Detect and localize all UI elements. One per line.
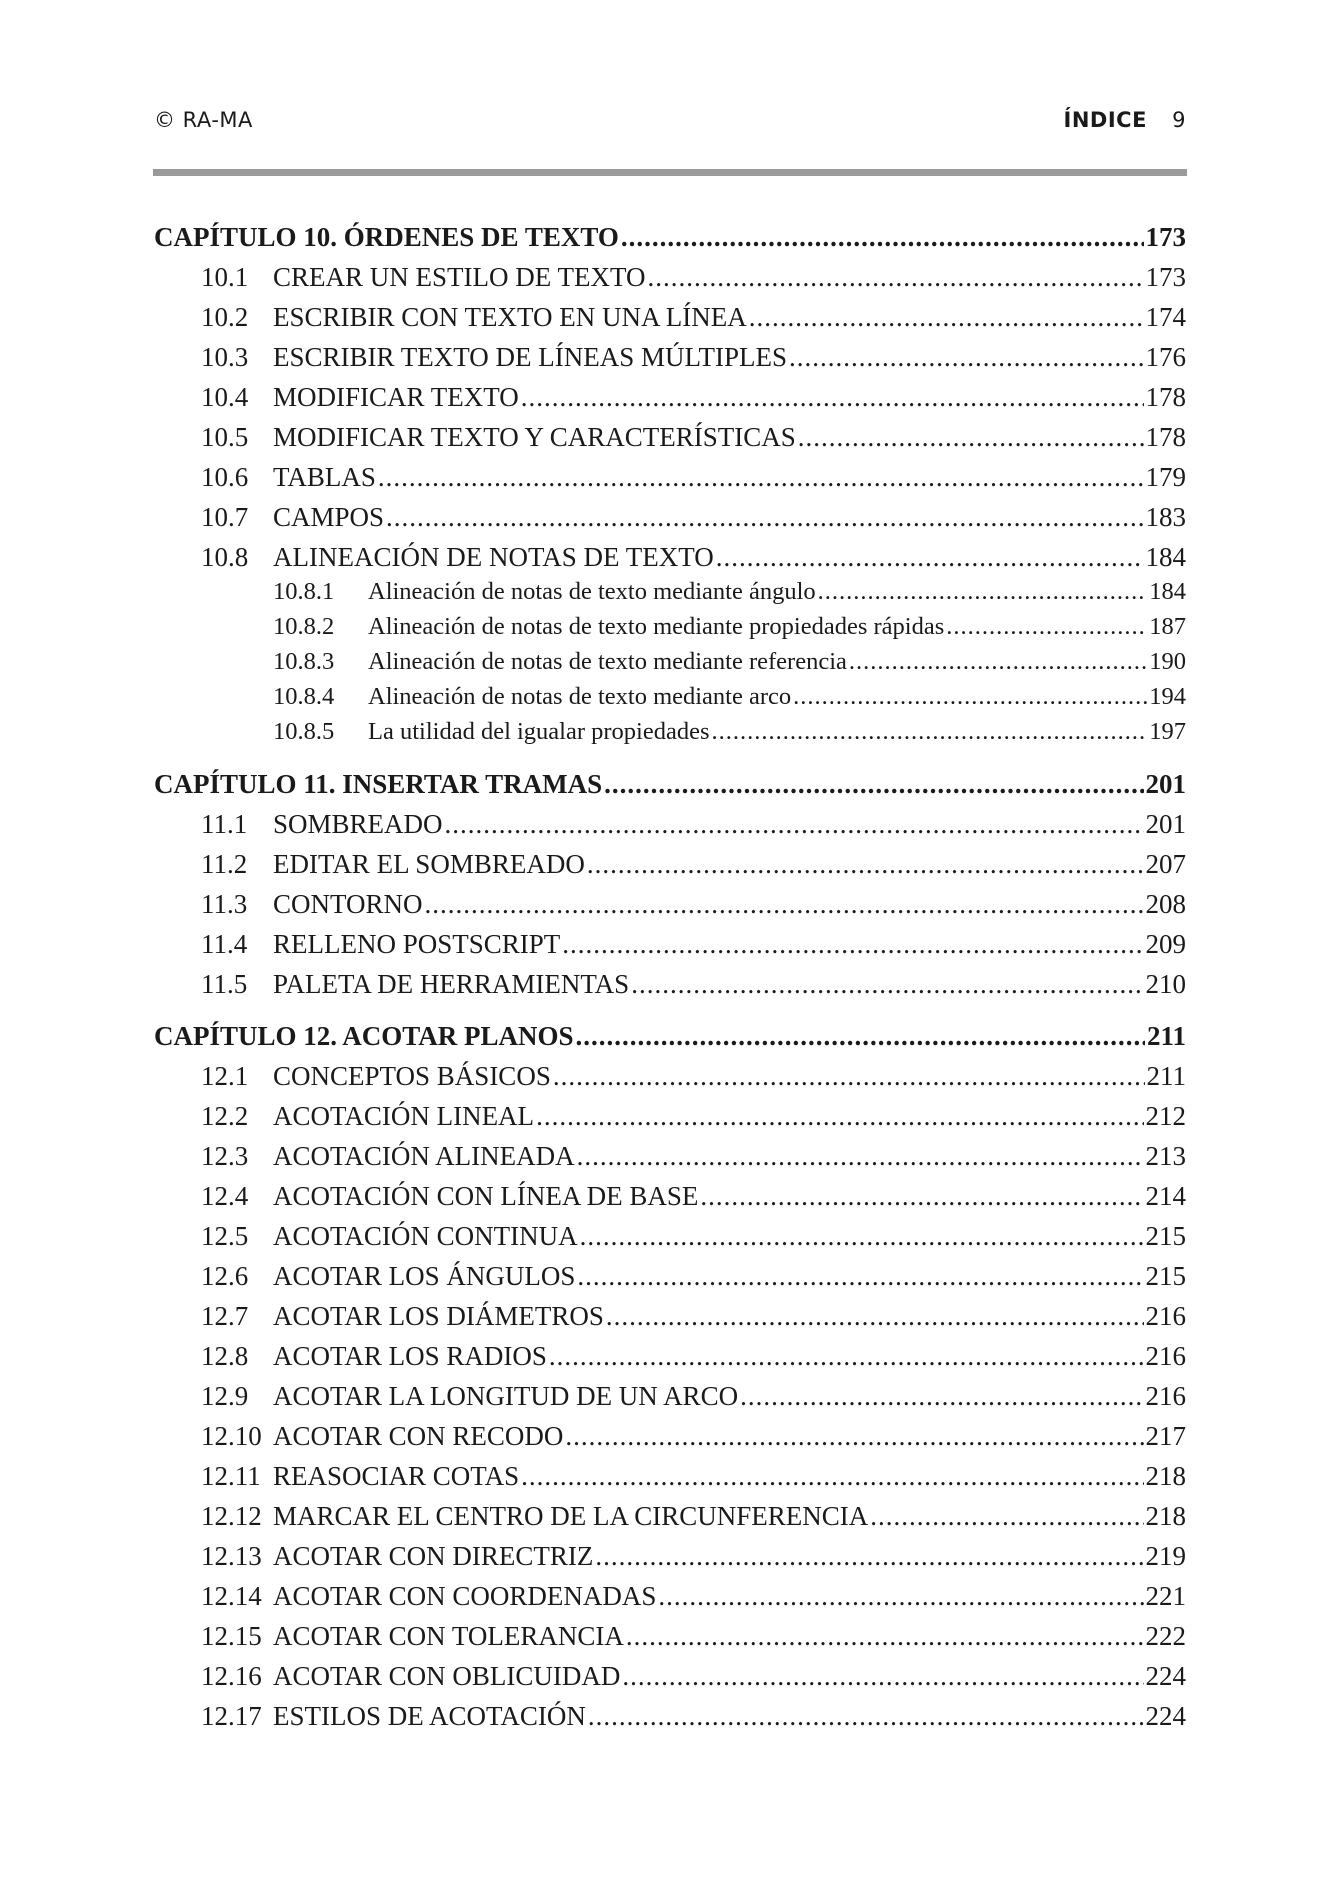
toc-entry-number: 10.6	[201, 462, 249, 492]
toc-entry-section[interactable]	[154, 1343, 1186, 1370]
dot-leader	[793, 685, 1147, 710]
dot-leader	[658, 1583, 1143, 1610]
toc-entry-number: 10.1	[201, 262, 249, 292]
toc-entry-title: MODIFICAR TEXTO Y CARACTERÍSTICAS	[273, 422, 796, 452]
toc-entry-title: SOMBREADO	[273, 809, 443, 839]
toc-entry-title: TABLAS	[273, 462, 376, 492]
toc-entry-page: 178	[1145, 422, 1186, 452]
toc-entry-number: 10.4	[201, 382, 249, 412]
toc-entry-section[interactable]	[154, 504, 1186, 531]
toc-entry-section[interactable]	[154, 424, 1186, 451]
toc-entry-title: CAPÍTULO 11. INSERTAR TRAMAS	[154, 769, 603, 799]
toc-entry-section[interactable]	[154, 1303, 1186, 1330]
toc-entry-title: ACOTAR LA LONGITUD DE UN ARCO	[273, 1381, 739, 1411]
toc-entry-title: ACOTAR LOS ÁNGULOS	[273, 1261, 576, 1291]
dot-leader	[595, 1543, 1143, 1570]
toc-entry-number: 12.10	[201, 1421, 262, 1451]
toc-entry-title: EDITAR EL SOMBREADO	[273, 849, 585, 879]
toc-entry-page: 213	[1145, 1141, 1186, 1171]
section-title: ÍNDICE	[1063, 108, 1147, 132]
header-rule	[153, 169, 1187, 176]
toc-entry-page: 173	[1145, 222, 1186, 252]
toc-entry-title: CREAR UN ESTILO DE TEXTO	[273, 262, 646, 292]
toc-entry-title: ACOTAR CON TOLERANCIA	[273, 1621, 624, 1651]
dot-leader	[445, 811, 1144, 838]
toc-entry-section[interactable]	[154, 344, 1186, 371]
dot-leader	[562, 931, 1143, 958]
toc-entry-title: RELLENO POSTSCRIPT	[273, 929, 561, 959]
dot-leader	[580, 1223, 1144, 1250]
toc-entry-page: 184	[1149, 578, 1186, 605]
toc-entry-number: 10.3	[201, 342, 249, 372]
toc-entry-title: CONCEPTOS BÁSICOS	[273, 1061, 551, 1091]
toc-entry-number: 10.8	[201, 542, 249, 572]
toc-entry-title: ACOTAR LOS DIÁMETROS	[273, 1301, 604, 1331]
toc-entry-section[interactable]	[154, 1663, 1186, 1690]
toc-entry-section[interactable]	[154, 1183, 1186, 1210]
toc-entry-page: 216	[1145, 1341, 1186, 1371]
dot-leader	[549, 1343, 1144, 1370]
toc-entry-title: ACOTAR CON COORDENADAS	[273, 1581, 657, 1611]
toc-entry-title: La utilidad del igualar propiedades	[368, 718, 710, 745]
toc-entry-page: 222	[1145, 1621, 1186, 1651]
dot-leader	[621, 224, 1144, 251]
dot-leader	[740, 1383, 1143, 1410]
toc-entry-section[interactable]	[154, 1383, 1186, 1410]
dot-leader	[576, 1023, 1145, 1050]
toc-entry-section[interactable]	[154, 1103, 1186, 1130]
toc-entry-section[interactable]	[154, 1703, 1186, 1730]
toc-entry-title: ALINEACIÓN DE NOTAS DE TEXTO	[273, 542, 714, 572]
toc-entry-number: 12.5	[201, 1221, 249, 1251]
toc-entry-number: 12.7	[201, 1301, 249, 1331]
toc-entry-page: 216	[1145, 1381, 1186, 1411]
toc-entry-page: 211	[1146, 1061, 1186, 1091]
toc-entry-title: ESTILOS DE ACOTACIÓN	[273, 1701, 586, 1731]
toc-entry-section[interactable]	[154, 1423, 1186, 1450]
toc-entry-title: ACOTACIÓN LINEAL	[273, 1101, 535, 1131]
toc-entry-section[interactable]	[154, 931, 1186, 958]
dot-leader	[849, 650, 1147, 675]
toc-entry-subsection[interactable]	[154, 650, 1186, 675]
toc-entry-page: 207	[1145, 849, 1186, 879]
dot-leader	[577, 1143, 1144, 1170]
toc-entry-page: 173	[1145, 262, 1186, 292]
toc-entry-number: 12.3	[201, 1141, 249, 1171]
toc-entry-number: 12.2	[201, 1101, 249, 1131]
toc-entry-number: 10.8.1	[273, 578, 335, 605]
dot-leader	[553, 1063, 1145, 1090]
toc-entry-subsection[interactable]	[154, 685, 1186, 710]
toc-entry-title: CAPÍTULO 12. ACOTAR PLANOS	[154, 1021, 574, 1051]
toc-entry-number: 10.5	[201, 422, 249, 452]
toc-entry-title: ACOTACIÓN CONTINUA	[273, 1221, 578, 1251]
toc-entry-subsection[interactable]	[154, 615, 1186, 640]
toc-entry-section[interactable]	[154, 1223, 1186, 1250]
toc-entry-subsection[interactable]	[154, 580, 1186, 605]
toc-entry-number: 11.1	[201, 809, 248, 839]
toc-entry-section[interactable]	[154, 1063, 1186, 1090]
toc-entry-section[interactable]	[154, 1263, 1186, 1290]
toc-entry-number: 12.13	[201, 1541, 262, 1571]
toc-entry-chapter[interactable]	[154, 771, 1186, 798]
dot-leader	[622, 1663, 1143, 1690]
toc-entry-number: 12.12	[201, 1501, 262, 1531]
toc-entry-page: 201	[1145, 809, 1186, 839]
toc-entry-page: 174	[1145, 302, 1186, 332]
toc-entry-section[interactable]	[154, 384, 1186, 411]
toc-entry-title: Alineación de notas de texto mediante referencia	[368, 648, 847, 675]
dot-leader	[604, 771, 1143, 798]
toc-entry-section[interactable]	[154, 1583, 1186, 1610]
toc-entry-page: 219	[1145, 1541, 1186, 1571]
toc-entry-page: 194	[1149, 683, 1186, 710]
running-header	[154, 108, 1186, 144]
toc-entry-page: 178	[1145, 382, 1186, 412]
toc-entry-number: 12.16	[201, 1661, 262, 1691]
toc-entry-page: 215	[1145, 1261, 1186, 1291]
dot-leader	[386, 504, 1143, 531]
toc-entry-title: CAMPOS	[273, 502, 385, 532]
toc-entry-page: 217	[1145, 1421, 1186, 1451]
copyright-text: © RA-MA	[154, 108, 253, 132]
toc-entry-page: 216	[1145, 1301, 1186, 1331]
toc-entry-title: MARCAR EL CENTRO DE LA CIRCUNFERENCIA	[273, 1501, 869, 1531]
dot-leader	[536, 1103, 1143, 1130]
toc-entry-title: Alineación de notas de texto mediante propiedades rápidas	[368, 613, 945, 640]
toc-entry-number: 12.4	[201, 1181, 249, 1211]
header-right	[1064, 108, 1186, 132]
dot-leader	[789, 344, 1143, 371]
toc-entry-number: 11.2	[201, 849, 248, 879]
toc-entry-section[interactable]	[154, 811, 1186, 838]
toc-entry-page: 190	[1149, 648, 1186, 675]
toc-entry-title: ACOTAR CON DIRECTRIZ	[273, 1541, 594, 1571]
toc-entry-title: ESCRIBIR TEXTO DE LÍNEAS MÚLTIPLES	[273, 342, 788, 372]
toc-entry-section[interactable]	[154, 264, 1186, 291]
toc-entry-number: 12.1	[201, 1061, 249, 1091]
toc-entry-number: 10.8.5	[273, 718, 335, 745]
toc-entry-number: 12.17	[201, 1701, 262, 1731]
toc-entry-title: MODIFICAR TEXTO	[273, 382, 519, 412]
toc-entry-section[interactable]	[154, 891, 1186, 918]
toc-entry-number: 12.8	[201, 1341, 249, 1371]
dot-leader	[700, 1183, 1143, 1210]
toc-entry-page: 221	[1145, 1581, 1186, 1611]
dot-leader	[587, 851, 1144, 878]
dot-leader	[749, 304, 1144, 331]
toc-entry-page: 184	[1145, 542, 1186, 572]
toc-entry-number: 12.14	[201, 1581, 262, 1611]
toc-entry-title: ACOTACIÓN ALINEADA	[273, 1141, 575, 1171]
toc-entry-section[interactable]	[154, 851, 1186, 878]
toc-entry-section[interactable]	[154, 1503, 1186, 1530]
dot-leader	[716, 544, 1144, 571]
toc-entry-subsection[interactable]	[154, 720, 1186, 745]
toc-entry-number: 11.5	[201, 969, 248, 999]
dot-leader	[565, 1423, 1143, 1450]
toc-entry-number: 12.6	[201, 1261, 249, 1291]
toc-entry-number: 10.8.2	[273, 613, 335, 640]
toc-entry-title: PALETA DE HERRAMIENTAS	[273, 969, 630, 999]
toc-entry-page: 210	[1145, 969, 1186, 999]
toc-entry-number: 10.2	[201, 302, 249, 332]
toc-entry-chapter[interactable]	[154, 1023, 1186, 1050]
toc-entry-number: 11.3	[201, 889, 248, 919]
toc-entry-page: 201	[1145, 769, 1186, 799]
toc-entry-page: 197	[1149, 718, 1186, 745]
toc-entry-section[interactable]	[154, 464, 1186, 491]
toc-entry-title: ACOTACIÓN CON LÍNEA DE BASE	[273, 1181, 699, 1211]
toc-entry-page: 212	[1145, 1101, 1186, 1131]
toc-entry-title: ACOTAR CON RECODO	[273, 1421, 564, 1451]
toc-entry-number: 10.7	[201, 502, 249, 532]
dot-leader	[712, 720, 1148, 745]
toc-entry-section[interactable]	[154, 304, 1186, 331]
toc-entry-page: 214	[1145, 1181, 1186, 1211]
dot-leader	[648, 264, 1144, 291]
toc-entry-page: 187	[1149, 613, 1186, 640]
dot-leader	[798, 424, 1144, 451]
toc-entry-section[interactable]	[154, 544, 1186, 571]
toc-entry-page: 208	[1145, 889, 1186, 919]
page-number: 9	[1172, 108, 1186, 132]
toc-entry-title: Alineación de notas de texto mediante ángulo	[368, 578, 816, 605]
dot-leader	[626, 1623, 1144, 1650]
dot-leader	[577, 1263, 1143, 1290]
toc-entry-title: ESCRIBIR CON TEXTO EN UNA LÍNEA	[273, 302, 747, 332]
dot-leader	[378, 464, 1144, 491]
dot-leader	[521, 384, 1144, 411]
toc-entry-section[interactable]	[154, 1143, 1186, 1170]
toc-entry-section[interactable]	[154, 1463, 1186, 1490]
toc-entry-page: 215	[1145, 1221, 1186, 1251]
toc-entry-number: 12.11	[201, 1461, 261, 1491]
toc-entry-title: ACOTAR LOS RADIOS	[273, 1341, 547, 1371]
toc-entry-page: 224	[1145, 1661, 1186, 1691]
dot-leader	[606, 1303, 1144, 1330]
dot-leader	[425, 891, 1144, 918]
toc-entry-section[interactable]	[154, 971, 1186, 998]
toc-entry-page: 211	[1146, 1021, 1186, 1051]
toc-entry-page: 218	[1145, 1501, 1186, 1531]
dot-leader	[588, 1703, 1144, 1730]
toc-entry-title: Alineación de notas de texto mediante arco	[368, 683, 792, 710]
toc-entry-page: 179	[1145, 462, 1186, 492]
toc-entry-title: ACOTAR CON OBLICUIDAD	[273, 1661, 621, 1691]
toc-entry-number: 11.4	[201, 929, 248, 959]
toc-entry-page: 224	[1145, 1701, 1186, 1731]
toc-entry-number: 10.8.3	[273, 648, 335, 675]
toc-entry-page: 183	[1145, 502, 1186, 532]
dot-leader	[818, 580, 1148, 605]
toc-entry-title: REASOCIAR COTAS	[273, 1461, 520, 1491]
dot-leader	[946, 615, 1147, 640]
dot-leader	[521, 1463, 1143, 1490]
dot-leader	[631, 971, 1143, 998]
toc-entry-page: 218	[1145, 1461, 1186, 1491]
toc-entry-title: CONTORNO	[273, 889, 423, 919]
toc-entry-section[interactable]	[154, 1543, 1186, 1570]
toc-entry-chapter[interactable]	[154, 224, 1186, 251]
toc-entry-page: 176	[1145, 342, 1186, 372]
toc-entry-page: 209	[1145, 929, 1186, 959]
toc-entry-section[interactable]	[154, 1623, 1186, 1650]
toc-entry-title: CAPÍTULO 10. ÓRDENES DE TEXTO	[154, 222, 619, 252]
toc-entry-number: 10.8.4	[273, 683, 335, 710]
dot-leader	[870, 1503, 1143, 1530]
toc-entry-number: 12.9	[201, 1381, 249, 1411]
toc-entry-number: 12.15	[201, 1621, 262, 1651]
